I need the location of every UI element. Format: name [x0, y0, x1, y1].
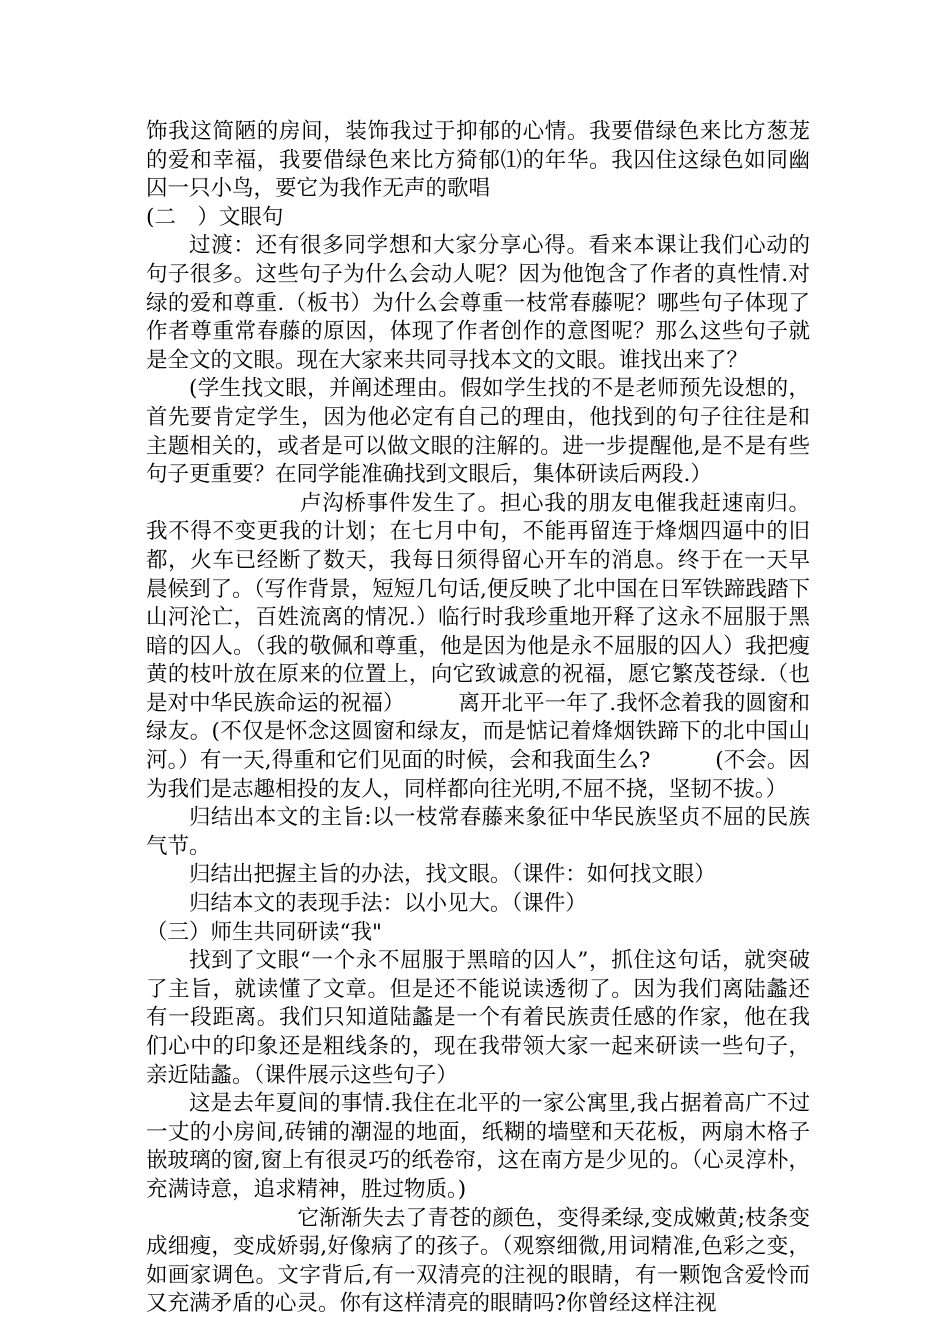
paragraph-last-summer: 这是去年夏间的事情.我住在北平的一家公寓里,我占据着高广不过一丈的小房间,砖铺的潮湿的地面，纸糊的墙壁和天花板，两扇木格子嵌玻璃的窗,窗上有很灵巧的纸卷帘，这在南方是少见的。（心灵淳朴，充满诗意，追求精神，胜过物质。): [146, 1091, 810, 1202]
paragraph-student-activity: (学生找文眼，并阐述理由。假如学生找的不是老师预先设想的，首先要肯定学生，因为他必定有自己的理由，他找到的句子往往是和主题相关的，或者是可以做文眼的注解的。进一步提醒他,是不是有些句子更重要？在同学能准确找到文眼后，集体研读后两段.）: [146, 376, 810, 488]
section-heading-wenyanju: (二 ）文眼句: [146, 204, 284, 230]
document-page: [146, 118, 810, 1319]
paragraph-lugouqiao: 卢沟桥事件发生了。担心我的朋友电催我赶速南归。我不得不变更我的计划；在七月中旬，不能再留连于烽烟四逼中的旧都，火车已经断了数天，我每日须得留心开车的消息。终于在一天早晨候到了。（写作背景，短短几句话,便反映了北中国在日军铁蹄践踏下山河沦亡，百姓流离的情况.）临行时我珍重地开释了这永不屈服于黑暗的囚人。（我的敬佩和尊重，他是因为他是永不屈服的囚人）我把瘦黄的枝叶放在原来的位置上，向它致诚意的祝福，愿它繁茂苍绿.（也是对中华民族命运的祝福） 离开北平一年了.我怀念着我的圆窗和绿友。(不仅是怀念这圆窗和绿友，而是惦记着烽烟铁蹄下的北中国山河。）有一天,得重和它们见面的时候，会和我面生么? (不会。因为我们是志趣相投的友人，同样都向往光明,不屈不挠，坚韧不拔。）: [146, 490, 810, 802]
paragraph-transition: 过渡：还有很多同学想和大家分享心得。看来本课让我们心动的句子很多。这些句子为什么会动人呢？因为他饱含了作者的真性情.对绿的爱和尊重.（板书）为什么会尊重一枝常春藤呢？哪些句子体现了作者尊重常春藤的原因，体现了作者创作的意图呢？那么这些句子就是全文的文眼。现在大家来共同寻找本文的文眼。谁找出来了？: [146, 233, 810, 373]
section-heading-study-wo: （三）师生共同研读“我": [146, 919, 382, 945]
paragraph-method-summary: 归结出把握主旨的办法，找文眼。（课件：如何找文眼）: [189, 862, 716, 888]
paragraph-theme-summary: 归结出本文的主旨:以一枝常春藤来象征中华民族坚贞不屈的民族气节。: [146, 805, 810, 859]
paragraph-color-change: 它渐渐失去了青苍的颜色，变得柔绿,变成嫩黄;枝条变成细瘦，变成娇弱,好像病了的孩子。（观察细微,用词精准,色彩之变，如画家调色。文字背后,有一双清亮的注视的眼睛，有一颗饱含爱怜而又充满矛盾的心灵。你有这样清亮的眼睛吗?你曾经这样注视: [146, 1205, 810, 1317]
paragraph-wenyan-analysis: 找到了文眼“一个永不屈服于黑暗的囚人”，抓住这句话，就突破了主旨，就读懂了文章。但是还不能说读透彻了。因为我们离陆蠡还有一段距离。我们只知道陆蠡是一个有着民族责任感的作家，他在我们心中的印象还是粗线条的，现在我带领大家一起来研读一些句子，亲近陆蠡。（课件展示这些句子）: [146, 948, 810, 1088]
paragraph-intro: 饰我这简陋的房间，装饰我过于抑郁的心情。我要借绿色来比方葱茏的爱和幸福，我要借绿色来比方猗郁⑴的年华。我囚住这绿色如同幽囚一只小鸟，要它为我作无声的歌唱: [146, 119, 810, 202]
paragraph-technique-summary: 归结本文的表现手法：以小见大。（课件）: [189, 891, 587, 917]
